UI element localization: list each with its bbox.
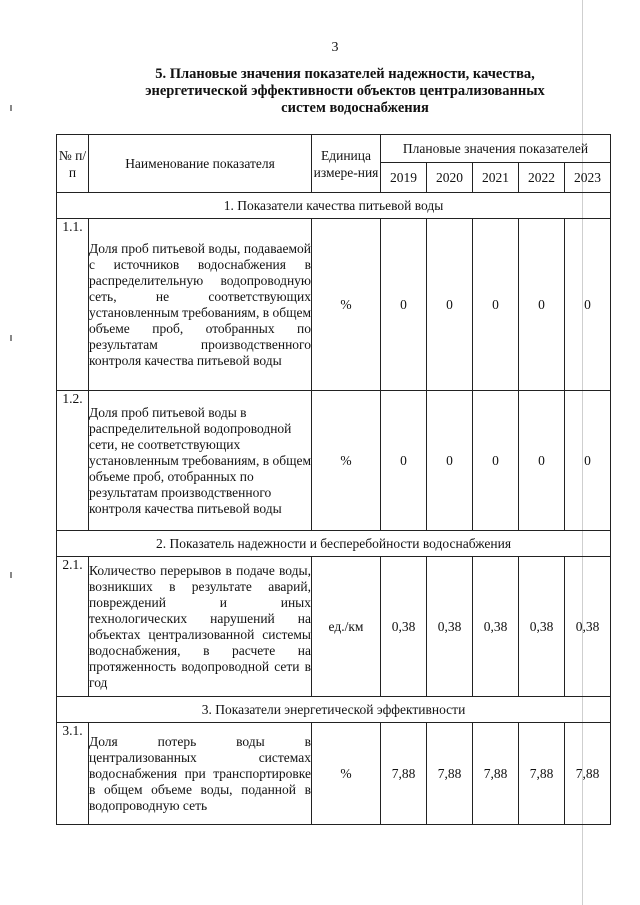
header-unit: Единица измере-ния	[312, 135, 381, 193]
row-num: 3.1.	[57, 723, 89, 825]
table-row	[57, 391, 611, 531]
row-value: 0,38	[427, 557, 473, 697]
table-row	[57, 557, 611, 697]
row-value: 0	[473, 391, 519, 531]
row-value: 0	[565, 219, 611, 391]
row-name: Доля проб питьевой воды в распределительной водопроводной сети, не соответствующих установленным требованиям, в общем объеме проб, отобранных по результатам производственного контроля качества питьевой воды	[89, 391, 312, 531]
section-title: 3. Показатели энергетической эффективности	[57, 697, 611, 723]
header-num: № п/п	[57, 135, 89, 193]
row-value: 7,88	[381, 723, 427, 825]
header-row	[57, 135, 611, 163]
row-value: 0,38	[381, 557, 427, 697]
page-number: 3	[331, 40, 339, 55]
row-value: 0	[427, 391, 473, 531]
row-value: 0,38	[519, 557, 565, 697]
row-num: 1.2.	[57, 391, 89, 531]
section-title: 1. Показатели качества питьевой воды	[57, 193, 611, 219]
row-unit: %	[312, 391, 381, 531]
section-row	[57, 531, 611, 557]
row-value: 0	[427, 219, 473, 391]
scan-mark	[10, 335, 12, 341]
title-line: 5. Плановые значения показателей надежности, качества,	[155, 66, 535, 82]
header-name: Наименование показателя	[89, 135, 312, 193]
indicators-table	[56, 134, 611, 825]
header-year: 2022	[519, 163, 565, 193]
title-line: систем водоснабжения	[281, 100, 429, 116]
section-row	[57, 193, 611, 219]
row-value: 0	[381, 219, 427, 391]
row-unit: %	[312, 219, 381, 391]
row-unit: ед./км	[312, 557, 381, 697]
header-year: 2019	[381, 163, 427, 193]
row-value: 7,88	[427, 723, 473, 825]
row-value: 7,88	[519, 723, 565, 825]
row-value: 7,88	[473, 723, 519, 825]
scan-mark	[10, 105, 12, 111]
row-value: 0	[565, 391, 611, 531]
row-num: 1.1.	[57, 219, 89, 391]
header-year: 2021	[473, 163, 519, 193]
row-value: 0	[473, 219, 519, 391]
row-value: 0,38	[565, 557, 611, 697]
row-name: Доля потерь воды в централизованных системах водоснабжения при транспортировке в общем объеме воды, поданной в водопроводную сеть	[89, 723, 312, 825]
row-value: 0,38	[473, 557, 519, 697]
section-row	[57, 697, 611, 723]
row-value: 0	[381, 391, 427, 531]
row-value: 0	[519, 219, 565, 391]
header-plan: Плановые значения показателей	[381, 135, 611, 163]
header-year: 2023	[565, 163, 611, 193]
table-row	[57, 723, 611, 825]
row-value: 7,88	[565, 723, 611, 825]
row-name: Доля проб питьевой воды, подаваемой с источников водоснабжения в распределительную водопроводную сеть, не соответствующих установленным требованиям, в общем объеме проб, отобранных по результатам производственного контроля качества питьевой воды	[89, 219, 312, 391]
section-title: 2. Показатель надежности и бесперебойности водоснабжения	[57, 531, 611, 557]
scan-mark	[10, 572, 12, 578]
row-unit: %	[312, 723, 381, 825]
table-row	[57, 219, 611, 391]
header-year: 2020	[427, 163, 473, 193]
title-line: энергетической эффективности объектов централизованных	[145, 83, 545, 99]
row-name: Количество перерывов в подаче воды, возникших в результате аварий, повреждений и иных технологических нарушений на объектах централизованной системы водоснабжения, в расчете на протяженность водопроводной сети в год	[89, 557, 312, 697]
document-title	[110, 66, 580, 117]
row-value: 0	[519, 391, 565, 531]
row-num: 2.1.	[57, 557, 89, 697]
